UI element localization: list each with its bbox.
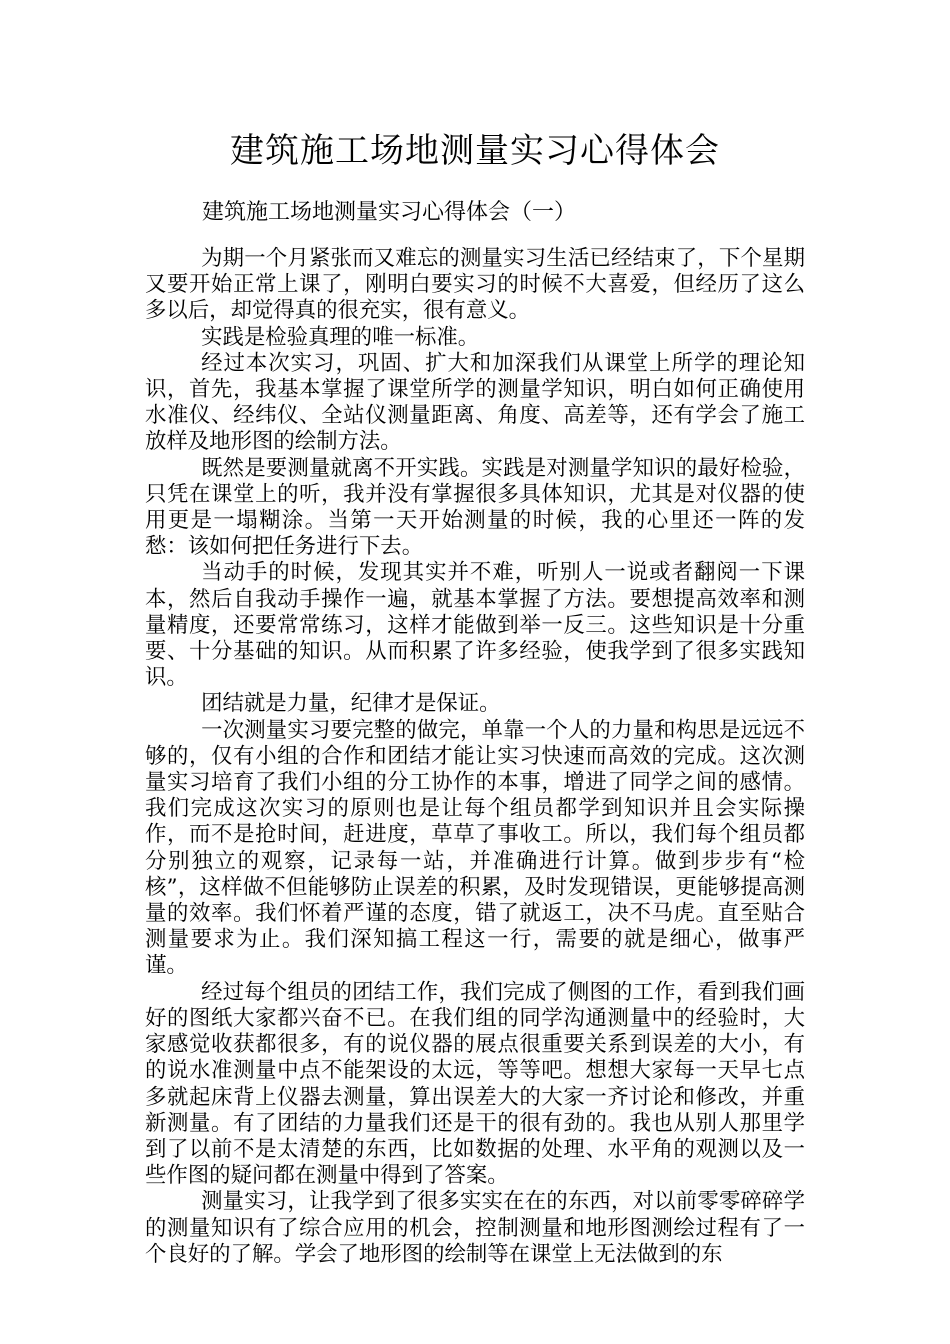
- paragraph: 经过本次实习，巩固、扩大和加深我们从课堂上所学的理论知识，首先，我基本掌握了课堂所学的测量学知识，明白如何正确使用水准仪、经纬仪、全站仪测量距离、角度、高差等，还有学会了施工放样及地形图的绘制方法。: [145, 350, 805, 455]
- document-subtitle: 建筑施工场地测量实习心得体会（一）: [202, 200, 577, 225]
- paragraph: 实践是检验真理的唯一标准。: [201, 324, 480, 350]
- paragraph: 为期一个月紧张而又难忘的测量实习生活已经结束了，下个星期又要开始正常上课了，刚明白要实习的时候不大喜爱，但经历了这么多以后，却觉得真的很充实，很有意义。: [145, 246, 805, 324]
- document-body: [145, 246, 805, 1268]
- paragraph: 团结就是力量，纪律才是保证。: [201, 691, 501, 717]
- document-title: 建筑施工场地测量实习心得体会: [230, 131, 720, 171]
- paragraph: 经过每个组员的团结工作，我们完成了侧图的工作，看到我们画好的图纸大家都兴奋不已。在我们组的同学沟通测量中的经验时，大家感觉收获都很多，有的说仪器的展点很重要关系到误差的大小，有的说水准测量中点不能架设的太远，等等吧。想想大家每一天早七点多就起床背上仪器去测量，算出误差大的大家一齐讨论和修改，并重新测量。有了团结的力量我们还是干的很有劲的。我也从别人那里学到了以前不是太清楚的东西，比如数据的处理、水平角的观测以及一些作图的疑问都在测量中得到了答案。: [145, 979, 805, 1189]
- paragraph: 既然是要测量就离不开实践。实践是对测量学知识的最好检验，只凭在课堂上的听，我并没有掌握很多具体知识，尤其是对仪器的使用更是一塌糊涂。当第一天开始测量的时候，我的心里还一阵的发愁：该如何把任务进行下去。: [145, 455, 805, 560]
- paragraph: 当动手的时候，发现其实并不难，听别人一说或者翻阅一下课本，然后自我动手操作一遍，就基本掌握了方法。要想提高效率和测量精度，还要常常练习，这样才能做到举一反三。这些知识是十分重要、十分基础的知识。从而积累了许多经验，使我学到了很多实践知识。: [145, 560, 805, 691]
- paragraph: 测量实习，让我学到了很多实实在在的东西，对以前零零碎碎学的测量知识有了综合应用的机会，控制测量和地形图测绘过程有了一个良好的了解。学会了地形图的绘制等在课堂上无法做到的东: [145, 1189, 805, 1267]
- paragraph: 一次测量实习要完整的做完，单靠一个人的力量和构思是远远不够的，仅有小组的合作和团结才能让实习快速而高效的完成。这次测量实习培育了我们小组的分工协作的本事，增进了同学之间的感情。我们完成这次实习的原则也是让每个组员都学到知识并且会实际操作，而不是抢时间，赶进度，草草了事收工。所以，我们每个组员都分别独立的观察，记录每一站，并准确进行计算。做到步步有“检核”，这样做不但能够防止误差的积累，及时发现错误，更能够提高测量的效率。我们怀着严谨的态度，错了就返工，决不马虎。直至贴合测量要求为止。我们深知搞工程这一行，需要的就是细心，做事严谨。: [145, 717, 805, 979]
